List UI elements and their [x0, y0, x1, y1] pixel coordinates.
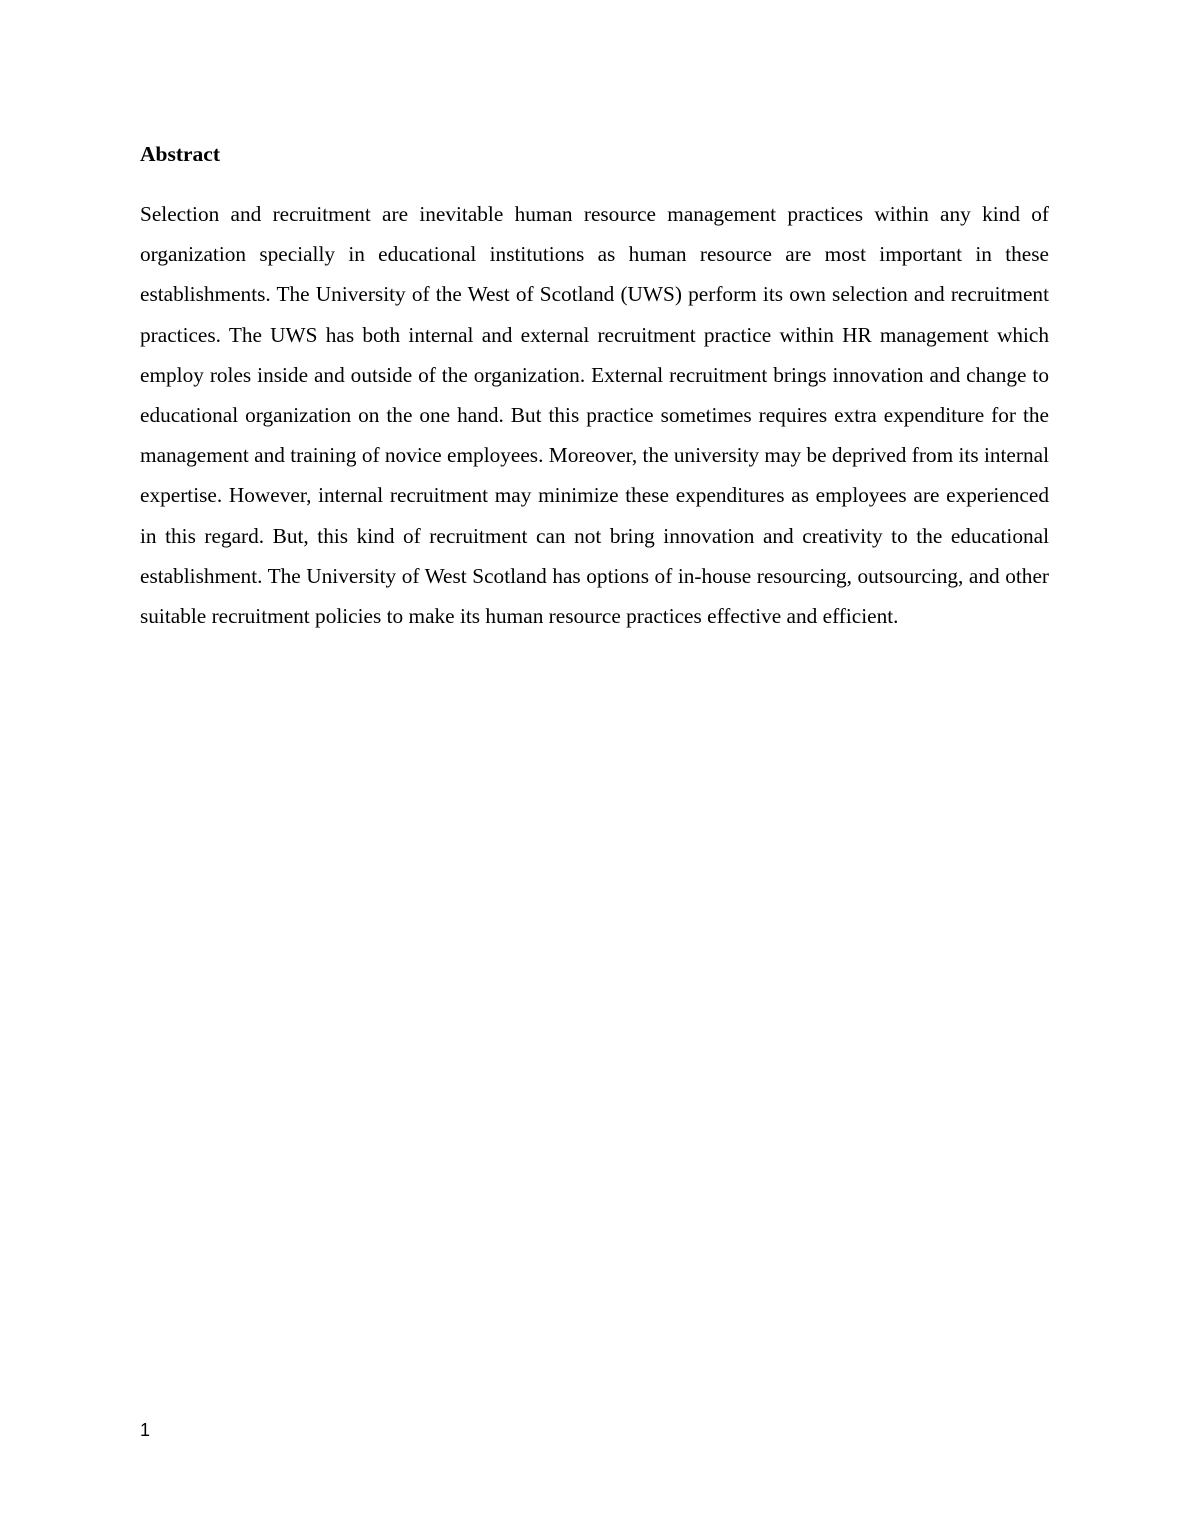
page-content [140, 139, 1049, 636]
abstract-paragraph: Selection and recruitment are inevitable human resource management practices within any kind of organization specially in educational institutions as human resource are most important in these establishments. The University of the West of Scotland (UWS) perform its own selection and recruitment practices. The UWS has both internal and external recruitment practice within HR management which employ roles inside and outside of the organization. External recruitment brings innovation and change to educational organization on the one hand. But this practice sometimes requires extra expenditure for the management and training of novice employees. Moreover, the university may be deprived from its internal expertise. However, internal recruitment may minimize these expenditures as employees are experienced in this regard. But, this kind of recruitment can not bring innovation and creativity to the educational establishment. The University of West Scotland has options of in-house resourcing, outsourcing, and other suitable recruitment policies to make its human resource practices effective and efficient. [140, 202, 1049, 629]
page-number: 1 [140, 1420, 151, 1440]
section-heading: Abstract [140, 142, 221, 166]
